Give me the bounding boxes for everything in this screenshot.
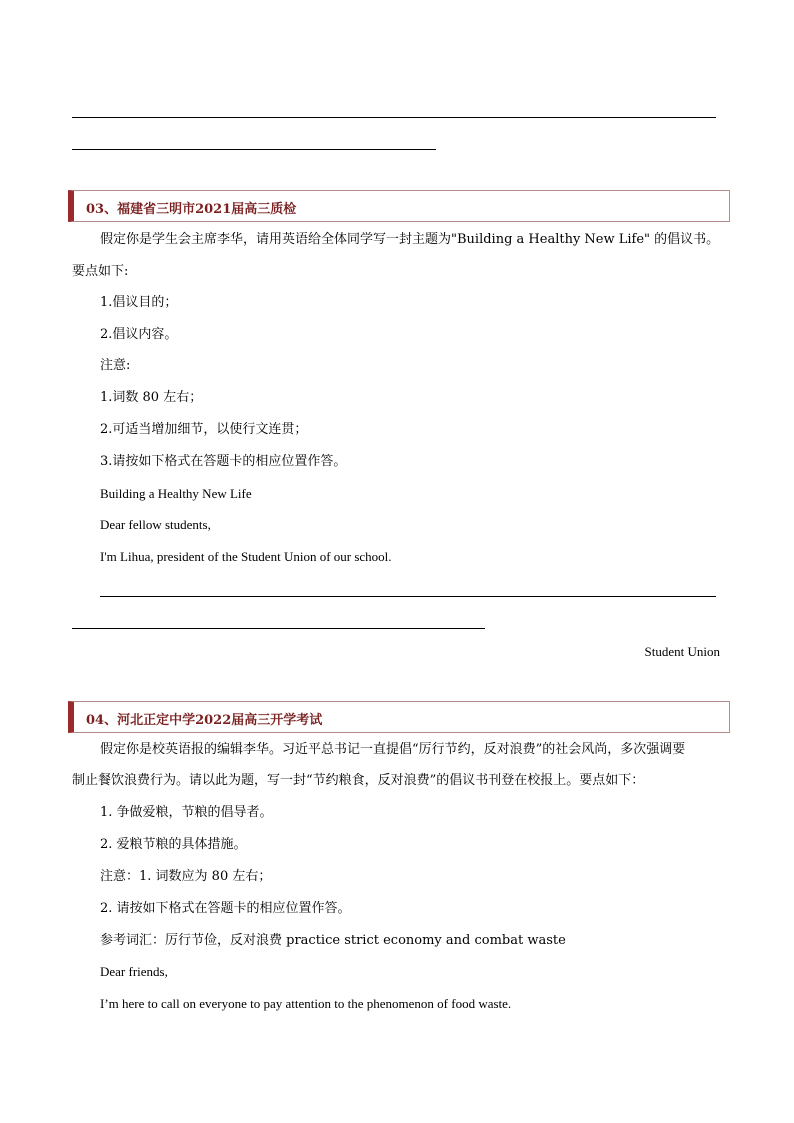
letter-signature: Student Union xyxy=(644,644,720,659)
letter-title: Building a Healthy New Life xyxy=(100,486,252,501)
prompt-text: 假定你是校英语报的编辑李华。习近平总书记一直提倡“厉行节约，反对浪费”的社会风尚，多次强调要 xyxy=(100,742,686,757)
answer-line xyxy=(72,628,485,629)
section-04-heading-text: 04、河北正定中学2022届高三开学考试 xyxy=(86,713,323,728)
note-item: 2. 请按如下格式在答题卡的相应位置作答。 xyxy=(100,901,351,916)
point-item: 2. 爱粮节粮的具体措施。 xyxy=(100,837,247,852)
point-item: 1.倡议目的； xyxy=(100,295,178,310)
letter-opening: I'm Lihua, president of the Student Union of our school. xyxy=(100,549,392,564)
note-item: 3.请按如下格式在答题卡的相应位置作答。 xyxy=(100,454,347,469)
section-03-heading-text: 03、福建省三明市2021届高三质检 xyxy=(86,202,297,217)
vocab-reference: 参考词汇：厉行节俭，反对浪费 practice strict economy and combat waste xyxy=(100,933,566,948)
letter-salutation: Dear friends, xyxy=(100,964,168,979)
section-03-heading xyxy=(68,190,730,222)
note-item: 1.词数 80 左右； xyxy=(100,390,203,405)
letter-salutation: Dear fellow students, xyxy=(100,517,211,532)
note-title: 注意: xyxy=(100,358,131,373)
note-item: 2.可适当增加细节，以使行文连贯； xyxy=(100,422,308,437)
prompt-text: 要点如下: xyxy=(72,264,129,279)
answer-line xyxy=(72,149,436,150)
answer-line xyxy=(100,596,716,597)
point-item: 2.倡议内容。 xyxy=(100,327,178,342)
note-item: 注意：1. 词数应为 80 左右； xyxy=(100,869,272,884)
section-04-heading xyxy=(68,701,730,733)
letter-opening: I’m here to call on everyone to pay attention to the phenomenon of food waste. xyxy=(100,996,512,1011)
answer-line xyxy=(72,117,716,118)
prompt-text: 假定你是学生会主席李华，请用英语给全体同学写一封主题为"Building a Healthy New Life" 的倡议书。 xyxy=(100,232,720,247)
prompt-text: 制止餐饮浪费行为。请以此为题，写一封“节约粮食，反对浪费”的倡议书刊登在校报上。要点如下： xyxy=(72,773,645,788)
point-item: 1. 争做爱粮，节粮的倡导者。 xyxy=(100,805,273,820)
